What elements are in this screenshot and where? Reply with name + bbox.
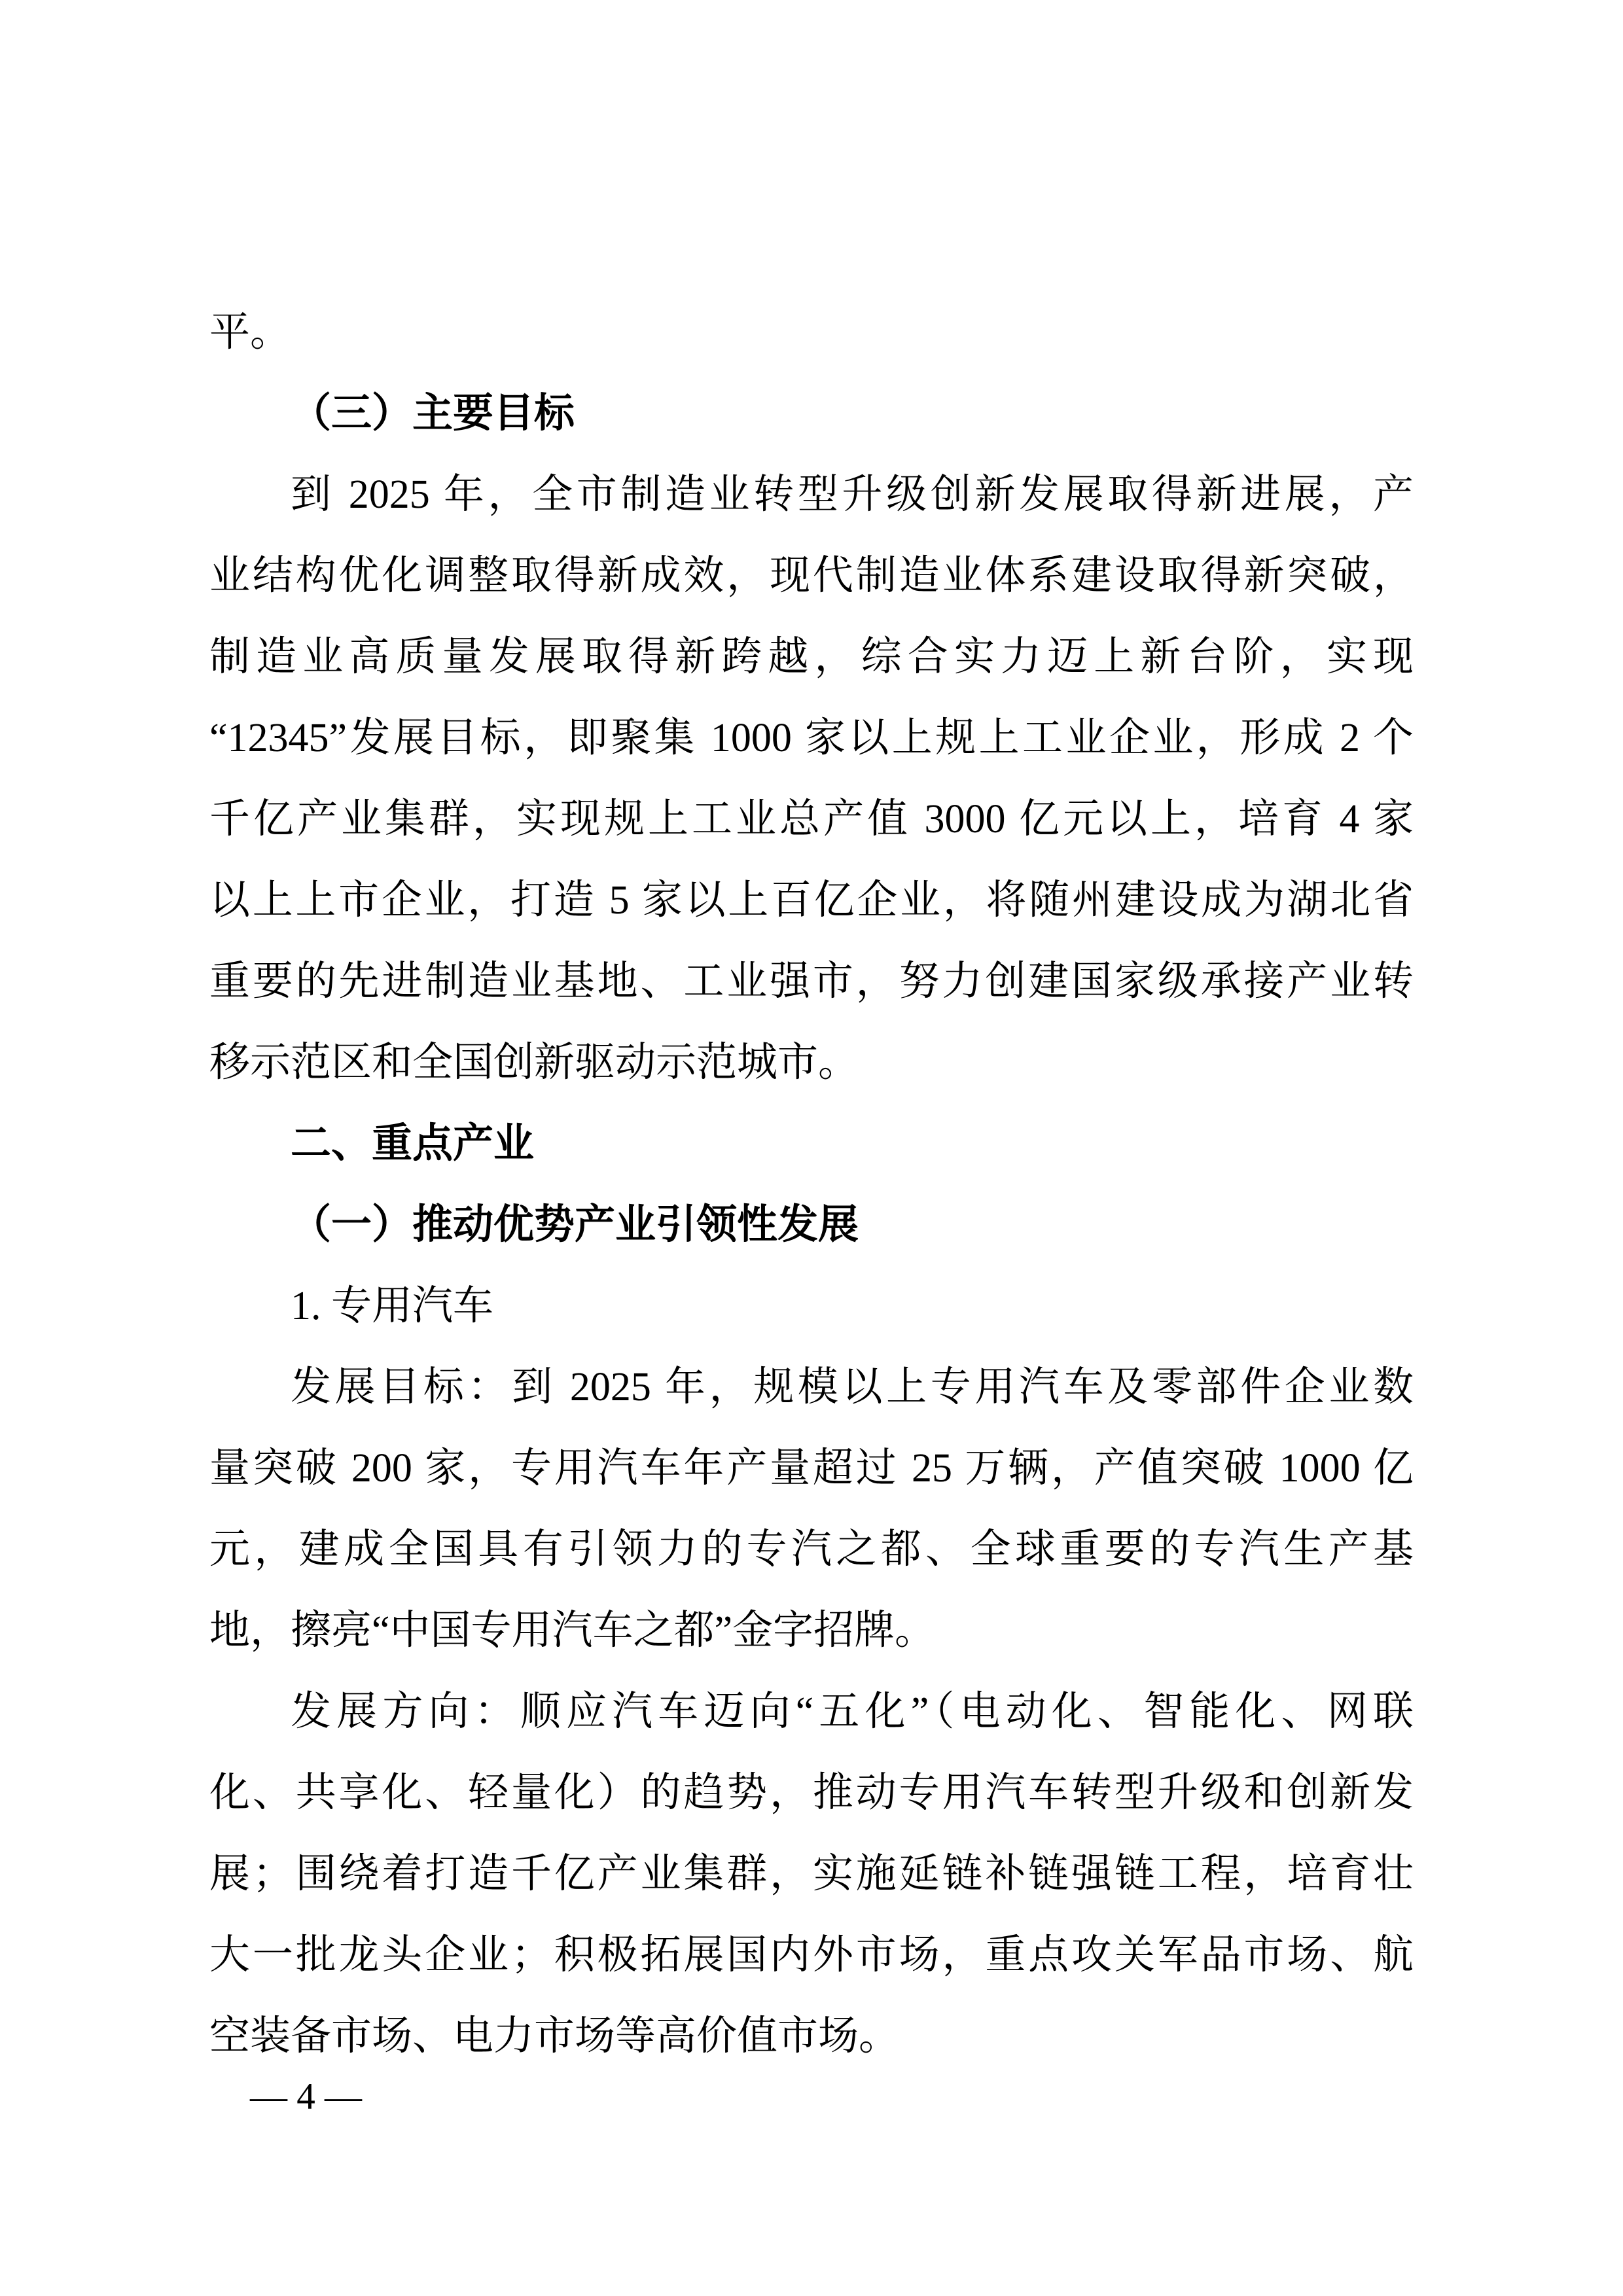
body-text-line: 元，建成全国具有引领力的专汽之都、全球重要的专汽生产基 <box>209 1527 1414 1572</box>
heading-section-3: （三）主要目标 <box>291 391 575 436</box>
body-text-line: 发展方向：顺应汽车迈向“五化”（电动化、智能化、网联 <box>291 1689 1414 1734</box>
body-text-line: 展；围绕着打造千亿产业集群，实施延链补链强链工程，培育壮 <box>209 1852 1414 1896</box>
body-text-line: 发展目标：到 2025 年，规模以上专用汽车及零部件企业数 <box>291 1365 1414 1409</box>
body-text-line: 以上上市企业，打造 5 家以上百亿企业，将随州建设成为湖北省 <box>209 878 1414 923</box>
body-text-line: 重要的先进制造业基地、工业强市，努力创建国家级承接产业转 <box>209 959 1414 1004</box>
heading-section-1: （一）推动优势产业引领性发展 <box>291 1203 859 1247</box>
body-text-line: “12345”发展目标，即聚集 1000 家以上规上工业企业，形成 2 个 <box>209 716 1414 760</box>
body-text-line: 平。 <box>209 310 291 355</box>
body-text-line: 制造业高质量发展取得新跨越，综合实力迈上新台阶，实现 <box>209 635 1414 679</box>
heading-item-1: 1. 专用汽车 <box>291 1284 494 1328</box>
body-text-line: 业结构优化调整取得新成效，现代制造业体系建设取得新突破， <box>209 554 1414 598</box>
body-text-line: 空装备市场、电力市场等高价值市场。 <box>209 2014 900 2058</box>
body-text-line: 量突破 200 家，专用汽车年产量超过 25 万辆，产值突破 1000 亿 <box>209 1446 1414 1491</box>
body-text-line: 大一批龙头企业；积极拓展国内外市场，重点攻关军品市场、航 <box>209 1933 1414 1977</box>
heading-part-2: 二、重点产业 <box>291 1121 535 1166</box>
body-text-line: 到 2025 年，全市制造业转型升级创新发展取得新进展，产 <box>291 472 1414 517</box>
body-text-line: 化、共享化、轻量化）的趋势，推动专用汽车转型升级和创新发 <box>209 1771 1414 1815</box>
body-text-line: 移示范区和全国创新驱动示范城市。 <box>209 1040 859 1085</box>
document-body <box>209 292 1414 2077</box>
page-number: — 4 — <box>250 2076 362 2117</box>
body-text-line: 地，擦亮“中国专用汽车之都”金字招牌。 <box>209 1608 936 1653</box>
body-text-line: 千亿产业集群，实现规上工业总产值 3000 亿元以上，培育 4 家 <box>209 797 1414 841</box>
